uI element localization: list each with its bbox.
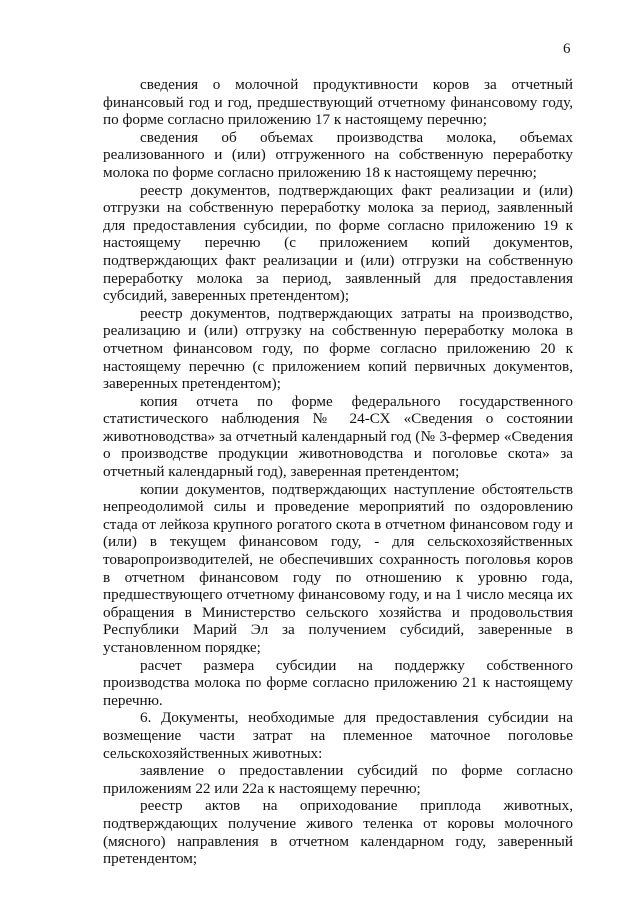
paragraph-statistics-report: копия отчета по форме федерального государственного статистического наблюдения № 24-СХ «Сведения о состоянии животноводства» за отчетный календарный год (№ 3-фермер «Сведения о производстве продукции животноводства и поголовье скота» за отчетный календарный год), заверенная претендентом; <box>103 392 573 481</box>
paragraph-sales-registry: реестр документов, подтверждающих факт реализации и (или) отгрузки на собственную переработку молока за период, заявленный для предоставления субсидии, по форме согласно приложению 19 к настоящему перечню (с приложением копий документов, подтверждающих факт реализации и (или) отгрузки на собственную переработку молока за период, заявленный для предоставления субсидий, заверенных претендентом); <box>103 181 573 305</box>
paragraph-milk-volumes: сведения об объемах производства молока, объемах реализованного и (или) отгруженного на собственную переработку молока по форме согласно приложению 18 к настоящему перечню; <box>103 128 573 181</box>
paragraph-subsidy-calculation: расчет размера субсидии на поддержку собственного производства молока по форме согласно приложению 21 к настоящему перечню. <box>103 656 573 709</box>
paragraph-offspring-registry: реестр актов на оприходование приплода животных, подтверждающих получение живого теленка от коровы молочного (мясного) направления в отчетном календарном году, заверенный претендентом; <box>103 797 573 868</box>
paragraph-milk-productivity: сведения о молочной продуктивности коров за отчетный финансовый год и год, предшествующий отчетному финансовому году, по форме согласно приложению 17 к настоящему перечню; <box>103 76 573 129</box>
paragraph-application: заявление о предоставлении субсидий по форме согласно приложениям 22 или 22а к настоящему перечню; <box>103 762 573 797</box>
paragraph-costs-registry: реестр документов, подтверждающих затраты на производство, реализацию и (или) отгрузку на собственную переработку молока в отчетном финансовом году, по форме согласно приложению 20 к настоящему перечню (с приложением копий первичных документов, заверенных претендентом); <box>103 304 573 393</box>
page-number: 6 <box>563 41 571 57</box>
paragraph-section-6-heading: 6. Документы, необходимые для предоставления субсидии на возмещение части затрат на племенное маточное поголовье сельскохозяйственных животных: <box>103 709 573 762</box>
document-body <box>103 76 573 868</box>
paragraph-force-majeure: копии документов, подтверждающих наступление обстоятельств непреодолимой силы и проведение мероприятий по оздоровлению стада от лейкоза крупного рогатого скота в отчетном финансовом году и (или) в текущем финансовом году, - для сельскохозяйственных товаропроизводителей, не обеспечивших сохранность поголовья коров в отчетном финансовом году по отношению к уровню года, предшествующего отчетному финансовому году, и на 1 число месяца их обращения в Министерство сельского хозяйства и продовольствия Республики Марий Эл за получением субсидий, заверенные в установленном порядке; <box>103 480 573 656</box>
